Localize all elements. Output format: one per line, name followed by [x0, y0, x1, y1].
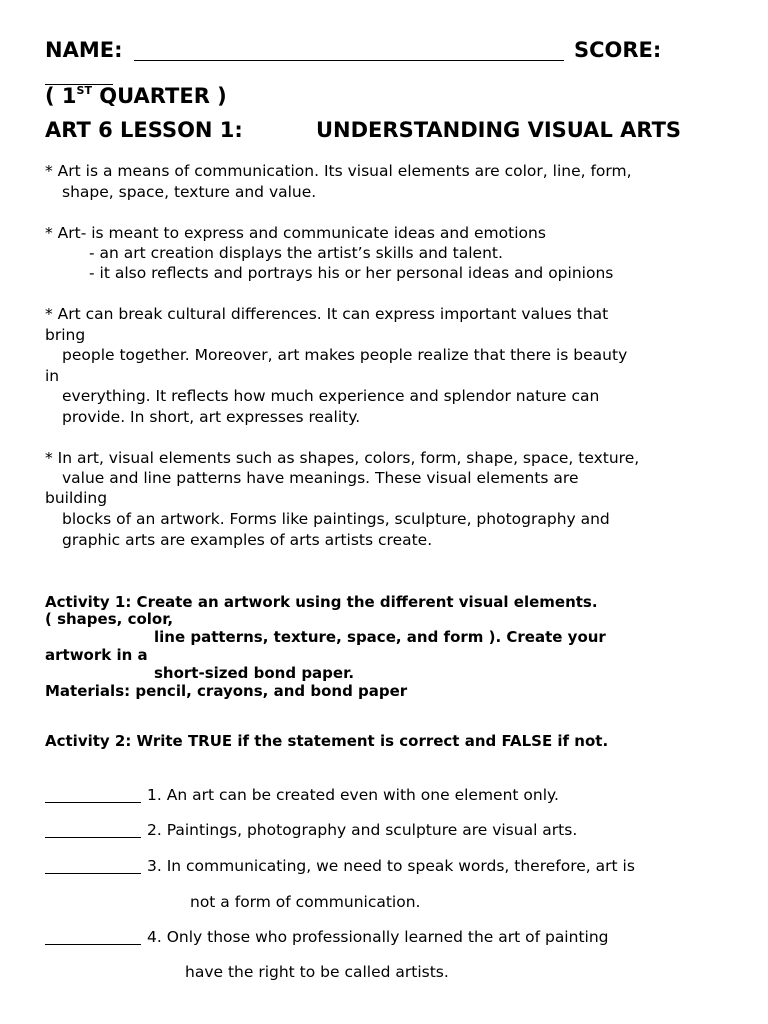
p4-line: graphic arts are examples of arts artists create.: [62, 531, 433, 549]
lesson-code: ART 6 LESSON 1:: [45, 118, 243, 142]
p4-line: building: [45, 489, 108, 507]
question-1: 1. An art can be created even with one element only.: [147, 786, 559, 804]
answer-blank-1[interactable]: [45, 788, 141, 803]
activity1-line: ( shapes, color,: [45, 610, 174, 628]
name-blank[interactable]: [134, 42, 564, 61]
question-4-cont: have the right to be called artists.: [185, 963, 449, 981]
p3-line: everything. It reflects how much experience and splendor nature can: [62, 387, 600, 405]
activity1-materials: Materials: pencil, crayons, and bond paper: [45, 682, 408, 700]
question-2: 2. Paintings, photography and sculpture are visual arts.: [147, 821, 578, 839]
answer-blank-2[interactable]: [45, 823, 141, 838]
lesson-title: UNDERSTANDING VISUAL ARTS: [316, 118, 682, 142]
p2-line: * Art- is meant to express and communicate ideas and emotions: [45, 224, 546, 242]
question-4: 4. Only those who professionally learned the art of painting: [147, 928, 609, 946]
question-3-cont: not a form of communication.: [190, 893, 421, 911]
activity2-instruction: Activity 2: Write TRUE if the statement is correct and FALSE if not.: [45, 732, 609, 750]
p3-line: in: [45, 367, 60, 385]
p4-line: blocks of an artwork. Forms like paintings, sculpture, photography and: [62, 510, 610, 528]
p3-line: * Art can break cultural differences. It can express important values that: [45, 305, 609, 323]
quarter-label: ( 1ST QUARTER ): [45, 84, 227, 108]
score-blank[interactable]: [45, 66, 113, 85]
score-label: SCORE:: [574, 38, 662, 62]
p1-line: * Art is a means of communication. Its visual elements are color, line, form,: [45, 162, 632, 180]
answer-blank-4[interactable]: [45, 930, 141, 945]
p4-line: value and line patterns have meanings. These visual elements are: [62, 469, 579, 487]
question-3: 3. In communicating, we need to speak words, therefore, art is: [147, 857, 635, 875]
name-label: NAME:: [45, 38, 123, 62]
p4-line: * In art, visual elements such as shapes, colors, form, shape, space, texture,: [45, 449, 640, 467]
activity1-line: Activity 1: Create an artwork using the different visual elements.: [45, 593, 598, 611]
p3-line: bring: [45, 326, 86, 344]
activity1-line: short-sized bond paper.: [154, 664, 355, 682]
p3-line: people together. Moreover, art makes people realize that there is beauty: [62, 346, 628, 364]
p3-line: provide. In short, art expresses reality.: [62, 408, 361, 426]
activity1-line: line patterns, texture, space, and form ). Create your: [154, 628, 606, 646]
p2-line: - an art creation displays the artist’s skills and talent.: [89, 244, 503, 262]
activity1-line: artwork in a: [45, 646, 148, 664]
answer-blank-3[interactable]: [45, 859, 141, 874]
p1-line: shape, space, texture and value.: [62, 183, 317, 201]
p2-line: - it also reflects and portrays his or her personal ideas and opinions: [89, 264, 614, 282]
